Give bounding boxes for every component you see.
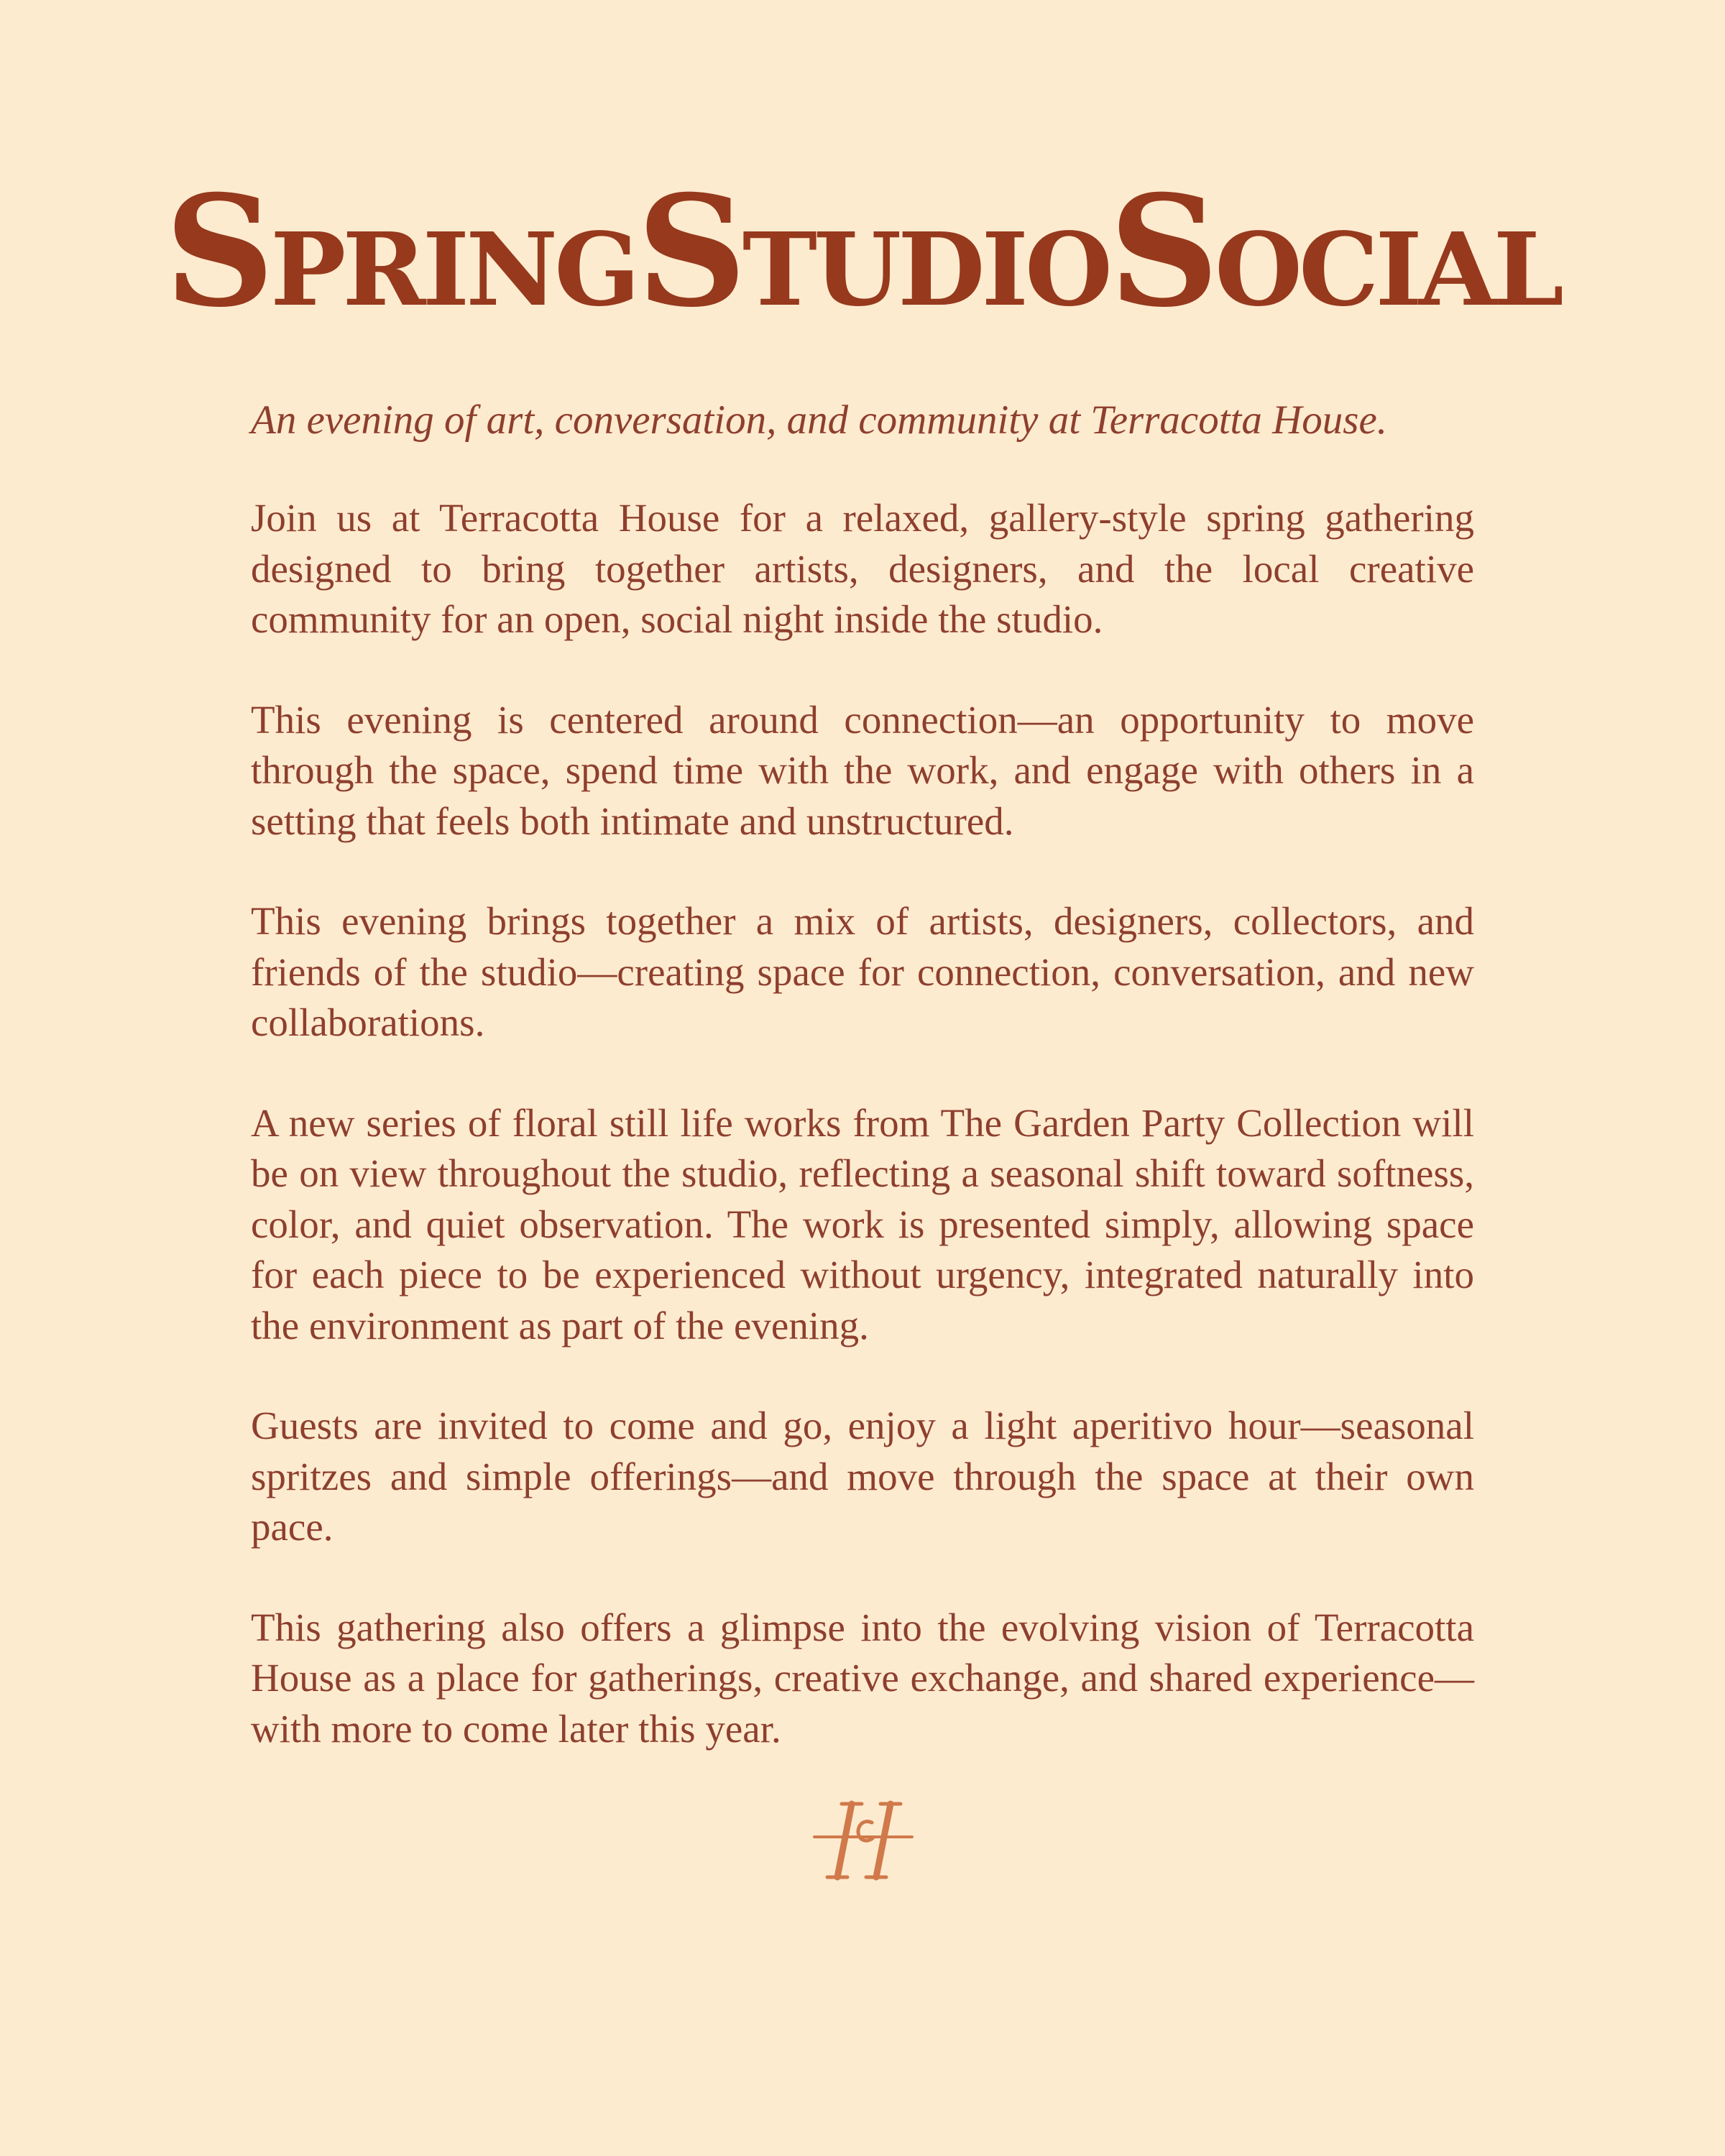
- title-rest-social: OCIAL: [1215, 211, 1561, 329]
- paragraph-vision: This gathering also offers a glimpse into the evolving vision of Terracotta House as a place for gatherings, creative exchange, and shared experience—with more to come later this year.: [251, 1605, 1474, 1751]
- title-initial-studio: S: [636, 162, 742, 341]
- title-word-spring: [164, 162, 637, 341]
- title-rest-studio: TUDIO: [742, 211, 1109, 329]
- paragraph-guests-mix: This evening brings together a mix of artists, designers, collectors, and friends of the studio—creating space for connection, conversation, and new collaborations.: [251, 899, 1474, 1044]
- title-initial-spring: S: [164, 162, 271, 341]
- title-word-studio: [636, 162, 1109, 341]
- title-word-social: [1108, 162, 1561, 341]
- title-rest-spring: PRING: [270, 211, 637, 329]
- monogram-right-stroke: [876, 1804, 891, 1877]
- paragraph-aperitivo: Guests are invited to come and go, enjoy a light aperitivo hour—seasonal spritzes and simple offerings—and move through the space at their own pace.: [251, 1404, 1474, 1549]
- body-copy: [251, 395, 1474, 1754]
- title-initial-social: S: [1108, 162, 1215, 341]
- paragraph-collection: A new series of floral still life works from The Garden Party Collection will be on view throughout the studio, reflecting a seasonal shift toward softness, color, and quiet observation. The work is presented simply, allowing space for each piece to be experienced without urgency, integrated naturally into the environment as part of the evening.: [251, 1100, 1474, 1348]
- paragraph-connection: This evening is centered around connection—an opportunity to move through the space, spend time with the work, and engage with others in a setting that feels both intimate and unstructured.: [251, 697, 1474, 843]
- tagline: An evening of art, conversation, and community at Terracotta House.: [251, 397, 1388, 443]
- terracotta-house-monogram-icon: [810, 1797, 915, 1886]
- page-title: [0, 162, 1725, 342]
- paragraph-intro: Join us at Terracotta House for a relaxed, gallery-style spring gathering designed to bring together artists, designers, and the local creative community for an open, social night inside the studio.: [251, 496, 1474, 641]
- monogram-left-stroke: [837, 1804, 852, 1877]
